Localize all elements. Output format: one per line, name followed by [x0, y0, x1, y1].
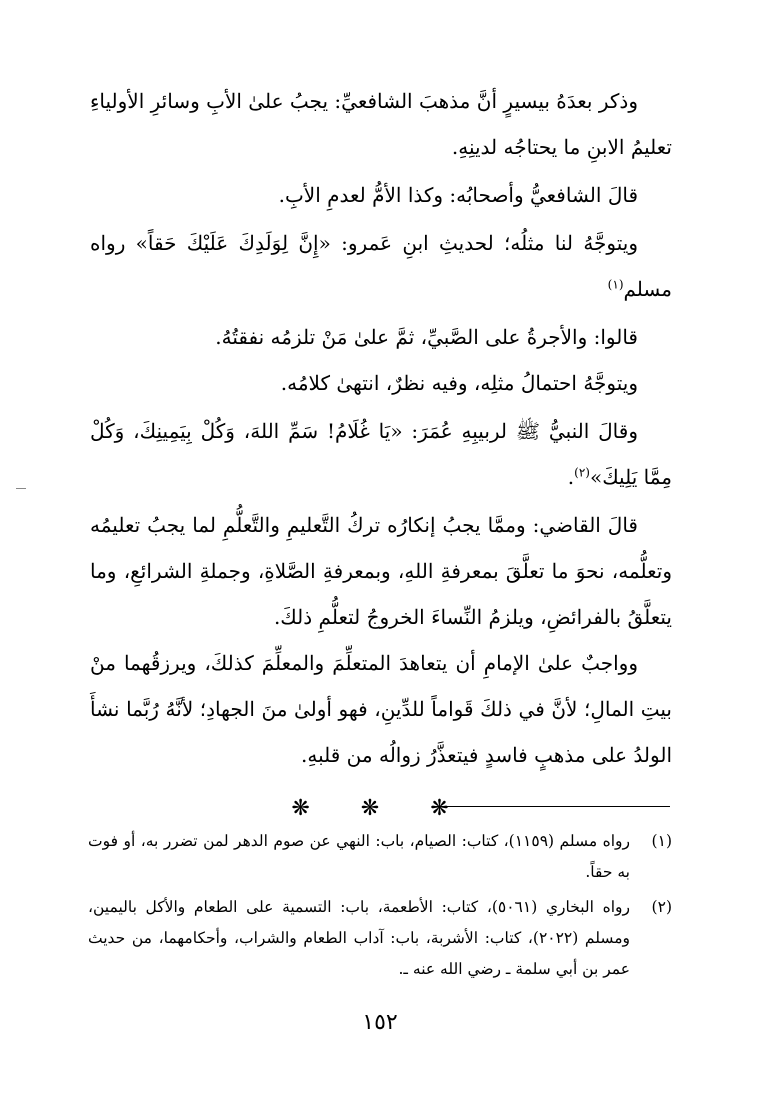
paragraph-6-end: . — [567, 465, 575, 489]
paragraph-7: قالَ القاضي: وممَّا يجبُ إنكارُه تركُ التَّعليمِ والتَّعلُّمِ لما يجبُ تعليمُه وتعلُّمه، نحوَ ما تعلَّقَ بمعرفةِ اللهِ، وبمعرفةِ الصَّلاةِ، وجملةِ الشرائعِ، وما يتعلَّقُ بالفرائضِ، ويلزمُ النِّساءَ الخروجُ لتعلُّمِ ذلكَ. — [90, 513, 672, 629]
footnote-ref-2: (٢) — [574, 465, 590, 480]
margin-mark — [16, 488, 26, 489]
paragraph-6 — [90, 408, 672, 500]
footnote-number: (٢) — [651, 898, 672, 916]
paragraph-2: قالَ الشافعيُّ وأصحابُه: وكذا الأمُّ لعدمِ الأبِ. — [278, 183, 638, 207]
footnote-number: (١) — [651, 832, 672, 850]
paragraph-8: وواجبٌ علىٰ الإمامِ أن يتعاهدَ المتعلِّمَ والمعلِّمَ كذلكَ، ويرزقُهما منْ بيتِ المالِ؛ لأنَّ في ذلكَ قَواماً للدِّينِ، فهو أولىٰ منَ الجهادِ؛ لأنَّهُ رُبَّما نشأَ الولدُ على مذهبٍ فاسدٍ فيتعذَّرُ زوالُه من قلبهِ. — [90, 651, 672, 767]
footnote-ref-1: (١) — [607, 277, 624, 292]
footnote-text: رواه البخاري (٥٠٦١)، كتاب: الأطعمة، باب: التسمية على الطعام والأكل باليمين، ومسلم (٢٠٢٢)، كتاب: الأشربة، باب: آداب الطعام والشراب، وأحكامهما، من حديث عمر بن أبي سلمة ـ رضي الله عنه ـ. — [88, 898, 631, 978]
paragraph-3 — [90, 220, 672, 312]
paragraph-6-text: وقالَ النبيُّ ﷺ لربيبِهِ عُمَرَ: «يَا غُلَامُ! سَمِّ اللهَ، وَكُلْ بِيَمِينِكَ، وَكُلْ مِمَّا يَلِيكَ» — [90, 419, 672, 489]
paragraph-3-text: ويتوجَّهُ لنا مثلُه؛ لحديثِ ابنِ عَمرو: «إِنَّ لِوَلَدِكَ عَلَيْكَ حَقاً» رواه مسلم — [90, 231, 672, 301]
section-separator: ❋ ❋ ❋ — [291, 796, 471, 821]
main-text — [90, 78, 672, 821]
page-number: ١٥٢ — [362, 1010, 398, 1035]
footnote-rule — [432, 806, 670, 807]
paragraph-1: وذكر بعدَهُ بيسيرٍ أنَّ مذهبَ الشافعيِّ: يجبُ علىٰ الأبِ وسائرِ الأولياءِ تعليمُ الابنِ ما يحتاجُه لدينِهِ. — [90, 89, 672, 159]
footnote-text: رواه مسلم (١١٥٩)، كتاب: الصيام، باب: النهي عن صوم الدهر لمن تضرر به، أو فوت به حقاً. — [88, 832, 630, 881]
footnote-1 — [88, 826, 672, 888]
footnote-2 — [88, 892, 672, 985]
paragraph-5: ويتوجَّهُ احتمالُ مثلِه، وفيه نظرٌ، انتهىٰ كلامُه. — [280, 371, 638, 395]
paragraph-4: قالوا: والأجرةُ على الصَّبيِّ، ثمَّ علىٰ مَنْ تلزمُه نفقتُهُ. — [215, 325, 638, 349]
footnotes — [88, 826, 672, 989]
